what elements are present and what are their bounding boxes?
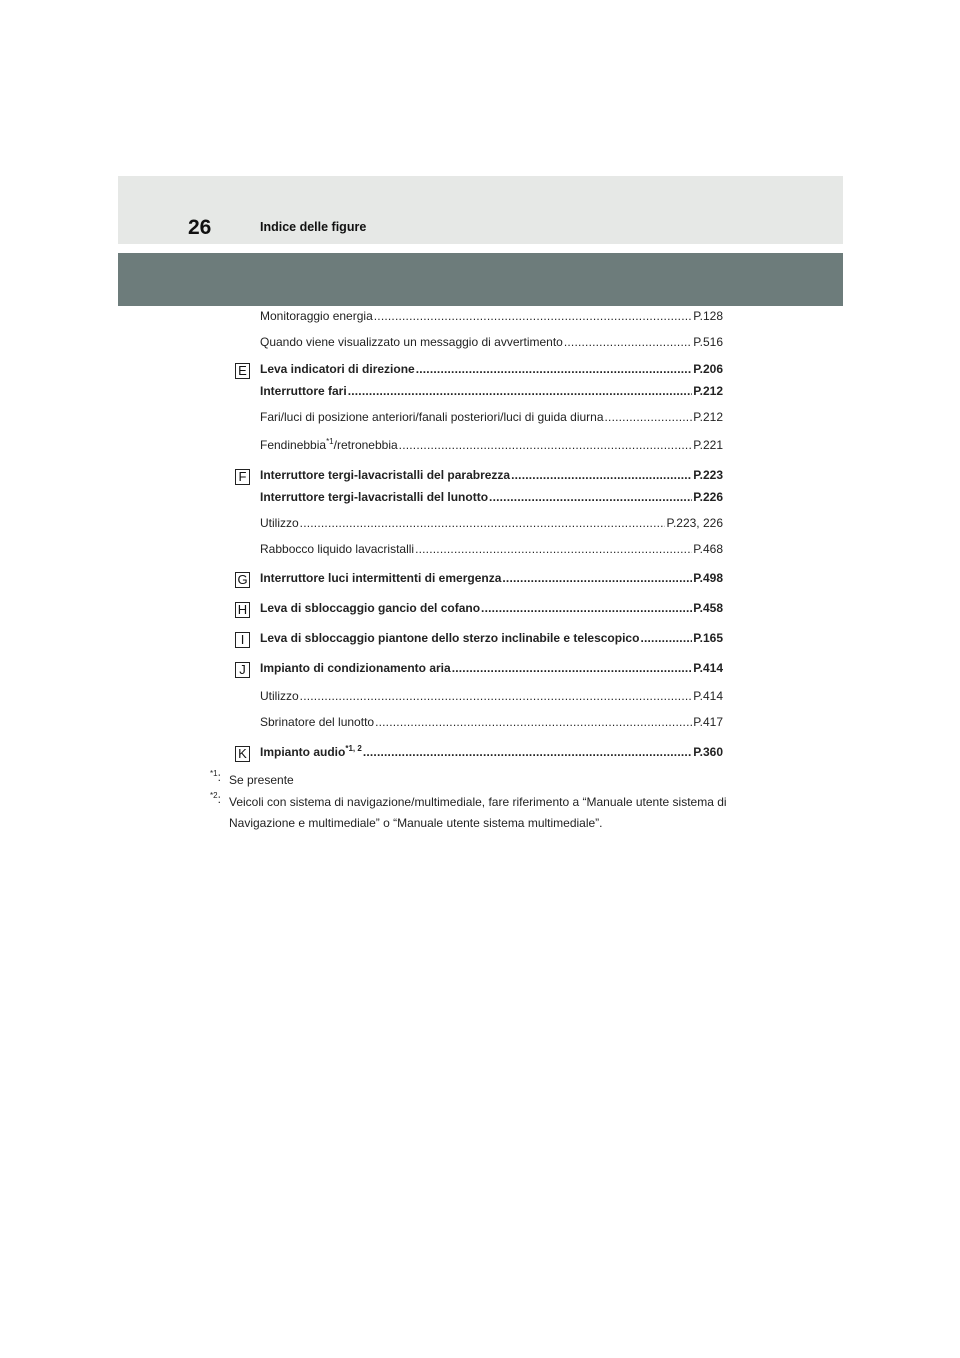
index-entry[interactable]	[260, 571, 723, 587]
page-reference[interactable]: P.360	[693, 745, 723, 759]
footnote-ref: *1, 2	[345, 744, 362, 753]
dot-leader	[399, 438, 693, 452]
header-band	[118, 253, 843, 306]
header-top-bar	[118, 176, 843, 244]
entry-label	[260, 745, 362, 759]
entry-text-suffix: /retronebbia	[333, 438, 398, 452]
entry-label	[260, 490, 488, 504]
dot-leader	[415, 542, 692, 556]
dot-leader	[511, 468, 692, 482]
section-title: Indice delle figure	[260, 220, 367, 234]
dot-leader	[481, 601, 692, 615]
index-entry[interactable]	[260, 689, 723, 705]
page-reference[interactable]: P.128	[693, 309, 723, 323]
index-entry[interactable]	[260, 745, 723, 761]
entry-label	[260, 468, 510, 482]
section-letter-i: I	[235, 632, 250, 648]
page-number: 26	[188, 216, 212, 239]
section-letter-j: J	[235, 662, 250, 678]
page-reference[interactable]: P.226	[693, 490, 723, 504]
page-reference[interactable]: P.498	[693, 571, 723, 585]
entry-text: Interruttore tergi-lavacristalli del lunotto	[260, 490, 489, 504]
entry-text: Leva di sbloccaggio piantone dello sterzo inclinabile e telescopico	[260, 631, 640, 645]
entry-label	[260, 661, 451, 675]
dot-leader	[416, 362, 692, 376]
page-header	[118, 176, 843, 306]
index-entry[interactable]	[260, 601, 723, 617]
index-entry[interactable]	[260, 661, 723, 677]
section-letter-g: G	[235, 572, 250, 588]
page-reference[interactable]: P.414	[693, 689, 723, 703]
entry-text: Interruttore fari	[260, 384, 347, 398]
dot-leader	[489, 490, 692, 504]
entry-text: Rabbocco liquido lavacristalli	[260, 542, 415, 556]
entry-label	[260, 689, 299, 703]
index-entry[interactable]	[260, 468, 723, 484]
entry-label	[260, 309, 373, 323]
entry-label	[260, 335, 563, 349]
entry-label	[260, 715, 374, 729]
entry-label	[260, 542, 414, 556]
page-reference[interactable]: P.414	[693, 661, 723, 675]
footnote-mark: $^{*1}$:	[210, 769, 221, 784]
index-entry[interactable]	[260, 438, 723, 454]
page-reference[interactable]: P.223, 226	[666, 516, 723, 530]
dot-leader	[300, 516, 666, 530]
entry-label	[260, 362, 415, 376]
dot-leader	[640, 631, 692, 645]
index-entry[interactable]	[260, 631, 723, 647]
page-reference[interactable]: P.212	[693, 384, 723, 398]
page-reference[interactable]: P.212	[693, 410, 723, 424]
page-reference[interactable]: P.165	[693, 631, 723, 645]
entry-text: Impianto di condizionamento aria	[260, 661, 451, 675]
dot-leader	[374, 309, 692, 323]
entry-label	[260, 410, 604, 424]
entry-text: Utilizzo	[260, 516, 299, 530]
entry-text: Leva indicatori di direzione	[260, 362, 415, 376]
dot-leader	[605, 410, 693, 424]
entry-label	[260, 631, 639, 645]
footnote-mark-text: *1	[210, 769, 218, 778]
page-reference[interactable]: P.468	[693, 542, 723, 556]
index-entry[interactable]	[260, 309, 723, 325]
section-letter-h: H	[235, 602, 250, 618]
page-reference[interactable]: P.206	[693, 362, 723, 376]
section-letter-e: E	[235, 363, 250, 379]
entry-text: Interruttore luci intermittenti di emergenza	[260, 571, 502, 585]
footnote-text: Se presente	[229, 773, 294, 787]
entry-label	[260, 438, 398, 452]
entry-text: Monitoraggio energia	[260, 309, 373, 323]
entry-text: Fendinebbia	[260, 438, 327, 452]
entry-text: Leva di sbloccaggio gancio del cofano	[260, 601, 481, 615]
index-entry[interactable]	[260, 542, 723, 558]
entry-text: Quando viene visualizzato un messaggio di avvertimento	[260, 335, 563, 349]
dot-leader	[375, 715, 692, 729]
index-entry[interactable]	[260, 384, 723, 400]
footnote-mark-text: *2	[210, 791, 218, 800]
entry-label	[260, 601, 480, 615]
page-reference[interactable]: P.458	[693, 601, 723, 615]
entry-text: Interruttore tergi-lavacristalli del parabrezza	[260, 468, 511, 482]
dot-leader	[363, 745, 692, 759]
page-reference[interactable]: P.221	[693, 438, 723, 452]
entry-text: Sbrinatore del lunotto	[260, 715, 375, 729]
index-entry[interactable]	[260, 362, 723, 378]
dot-leader	[348, 384, 693, 398]
entry-text: Fari/luci di posizione anteriori/fanali posteriori/luci di guida diurna	[260, 410, 604, 424]
index-entry[interactable]	[260, 516, 723, 532]
index-entry[interactable]	[260, 715, 723, 731]
entry-label	[260, 384, 347, 398]
entry-text: Utilizzo	[260, 689, 299, 703]
index-entry[interactable]	[260, 490, 723, 506]
dot-leader	[564, 335, 692, 349]
entry-label	[260, 571, 501, 585]
footnote-text: Veicoli con sistema di navigazione/multimediale, fare riferimento a “Manuale utente sistema di Navigazione e multimediale” o “Manuale utente sistema multimediale”.	[229, 795, 727, 830]
section-letter-f: F	[235, 469, 250, 485]
dot-leader	[300, 689, 693, 703]
entry-text: Impianto audio	[260, 745, 346, 759]
dot-leader	[452, 661, 693, 675]
entry-label	[260, 516, 299, 530]
footnote-mark: $^{*2}$:	[210, 791, 221, 806]
dot-leader	[502, 571, 692, 585]
page-reference[interactable]: P.223	[693, 468, 723, 482]
footnote-ref: *1	[326, 437, 334, 446]
index-entry[interactable]	[260, 335, 723, 351]
page-reference[interactable]: P.516	[693, 335, 723, 349]
page-reference[interactable]: P.417	[693, 715, 723, 729]
section-letter-k: K	[235, 746, 250, 762]
index-entry[interactable]	[260, 410, 723, 426]
